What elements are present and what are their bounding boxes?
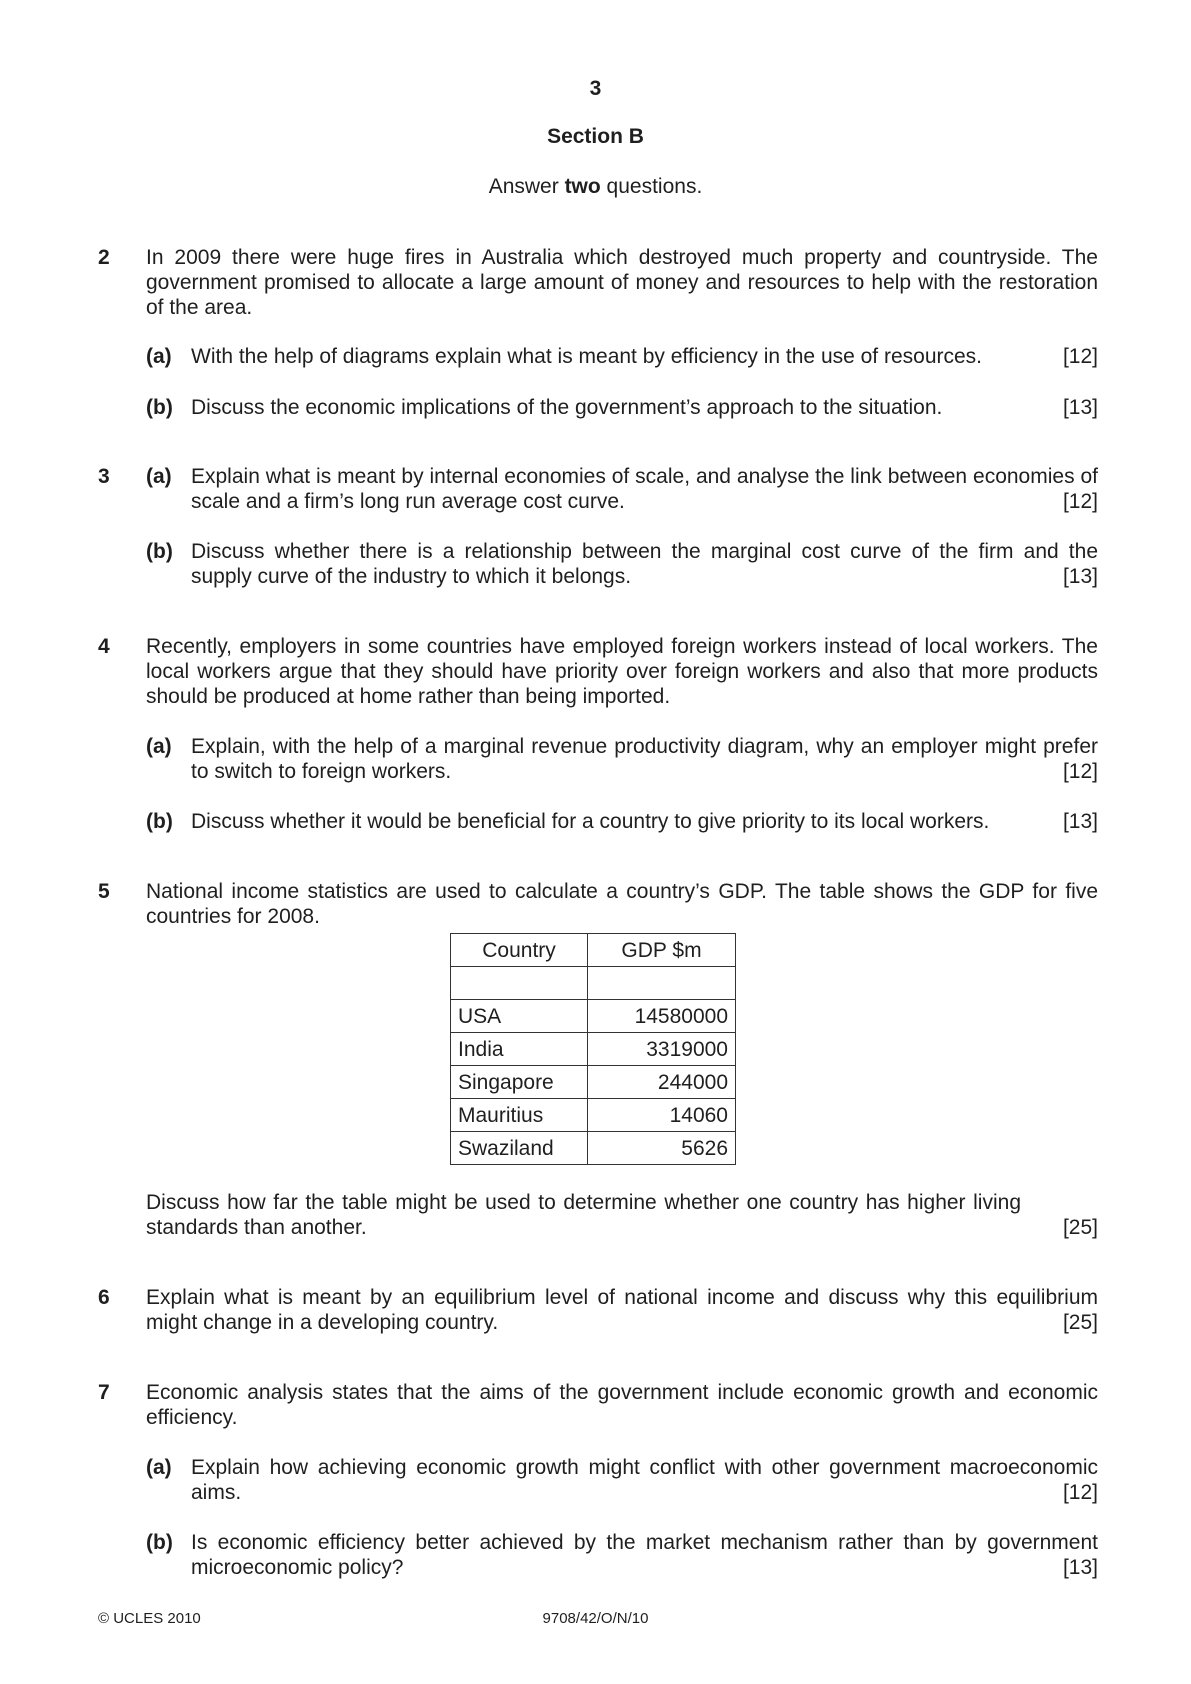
instruction-bold: two: [564, 175, 601, 198]
page-number: 3: [589, 77, 602, 100]
part-label: (b): [146, 1531, 173, 1554]
part-text: Explain, with the help of a marginal revenue productivity diagram, why an employer might prefer to switch to foreign workers.: [191, 735, 1098, 783]
instruction: [0, 174, 1191, 199]
question-number-6: 6: [98, 1286, 110, 1309]
table-row: [451, 1066, 736, 1099]
question-7-stem: Economic analysis states that the aims of the government include economic growth and economic efficiency.: [146, 1381, 1098, 1429]
mark-7b: [13]: [1062, 1556, 1098, 1579]
part-text: Explain what is meant by internal economies of scale, and analyse the link between economies of scale and a firm’s long run average cost curve.: [191, 465, 1098, 513]
gdp-cell: 5626: [588, 1132, 736, 1165]
part-text: With the help of diagrams explain what is meant by efficiency in the use of resources.: [191, 345, 983, 368]
column-header-gdp: GDP $m: [588, 934, 736, 967]
question-number-5: 5: [98, 880, 110, 903]
gdp-cell: 14060: [588, 1099, 736, 1132]
mark-3b: [13]: [1062, 565, 1098, 588]
mark-7a: [12]: [1062, 1481, 1098, 1504]
mark-2b: [13]: [1062, 396, 1098, 419]
gdp-cell: 244000: [588, 1066, 736, 1099]
table-header-row: [451, 934, 736, 967]
country-cell: Mauritius: [451, 1099, 588, 1132]
question-5-task: Discuss how far the table might be used to determine whether one country has higher living standards than another.: [146, 1191, 1021, 1239]
part-text: Is economic efficiency better achieved by the market mechanism rather than by government microeconomic policy?: [191, 1531, 1098, 1579]
question-number-7: 7: [98, 1381, 110, 1404]
footer-code: 9708/42/O/N/10: [542, 1610, 649, 1627]
table-row: [451, 1000, 736, 1033]
table-row: [451, 1033, 736, 1066]
part-text: Discuss whether it would be beneficial for a country to give priority to its local workers.: [191, 810, 990, 833]
gdp-cell: 3319000: [588, 1033, 736, 1066]
part-label: (b): [146, 810, 173, 833]
footer-copyright: © UCLES 2010: [98, 1610, 201, 1627]
section-title: Section B: [547, 125, 644, 148]
mark-4b: [13]: [1062, 810, 1098, 833]
part-label: (b): [146, 396, 173, 419]
table-row: [451, 1132, 736, 1165]
part-label: (b): [146, 540, 173, 563]
question-number-3: 3: [98, 465, 110, 488]
part-label: (a): [146, 1456, 172, 1479]
table-blank-row: [451, 967, 736, 1000]
country-cell: USA: [451, 1000, 588, 1033]
question-2-stem: In 2009 there were huge fires in Australia which destroyed much property and countryside. The government promised to allocate a large amount of money and resources to help with the restoration of the area.: [146, 246, 1098, 319]
gdp-table: [450, 933, 736, 1165]
mark-2a: [12]: [1062, 345, 1098, 368]
question-number-2: 2: [98, 246, 110, 269]
country-cell: Singapore: [451, 1066, 588, 1099]
part-label: (a): [146, 735, 172, 758]
table-cell: [451, 967, 588, 1000]
country-cell: Swaziland: [451, 1132, 588, 1165]
part-label: (a): [146, 465, 172, 488]
part-text: Discuss the economic implications of the government’s approach to the situation.: [191, 396, 943, 419]
question-number-4: 4: [98, 635, 110, 658]
mark-3a: [12]: [1062, 490, 1098, 513]
part-label: (a): [146, 345, 172, 368]
mark-6: [25]: [1062, 1311, 1098, 1334]
country-cell: India: [451, 1033, 588, 1066]
table-row: [451, 1099, 736, 1132]
part-text: Discuss whether there is a relationship between the marginal cost curve of the firm and the supply curve of the industry to which it belongs.: [191, 540, 1098, 588]
table-cell: [588, 967, 736, 1000]
instruction-suffix: questions.: [600, 175, 703, 198]
gdp-cell: 14580000: [588, 1000, 736, 1033]
question-5-stem: National income statistics are used to calculate a country’s GDP. The table shows the GDP for five countries for 2008.: [146, 880, 1098, 928]
mark-5: [25]: [1062, 1216, 1098, 1239]
question-6-text: Explain what is meant by an equilibrium level of national income and discuss why this equilibrium might change in a developing country.: [146, 1286, 1098, 1334]
instruction-prefix: Answer: [488, 175, 565, 198]
column-header-country: Country: [451, 934, 588, 967]
question-4-stem: Recently, employers in some countries have employed foreign workers instead of local workers. The local workers argue that they should have priority over foreign workers and also that more products should be produced at home rather than being imported.: [146, 635, 1098, 708]
mark-4a: [12]: [1062, 760, 1098, 783]
part-text: Explain how achieving economic growth might conflict with other government macroeconomic aims.: [191, 1456, 1098, 1504]
